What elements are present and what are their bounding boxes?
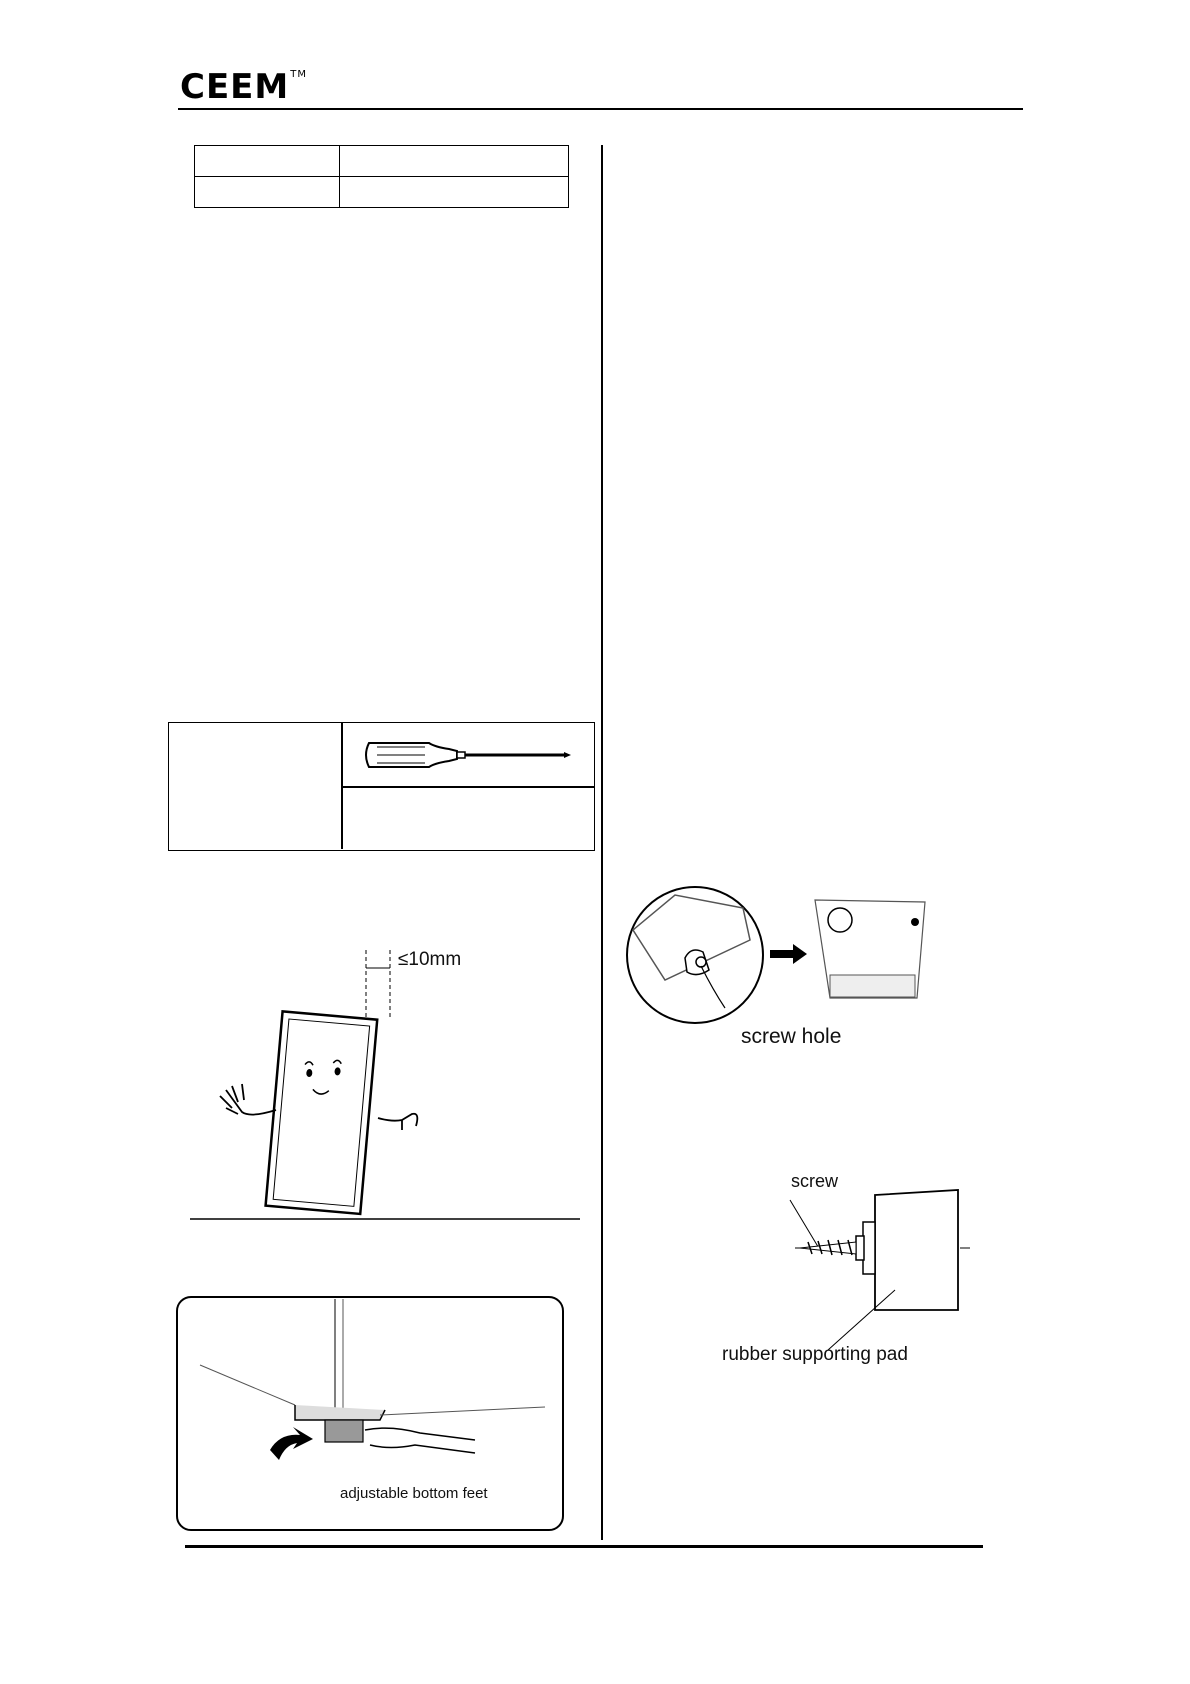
logo-text: CEEM <box>180 67 290 107</box>
brand-logo <box>180 67 307 107</box>
screw-hole-label: screw hole <box>741 1025 842 1048</box>
table-cell <box>340 146 569 177</box>
tilt-limit-label: ≤10mm <box>398 949 462 970</box>
footer-rule <box>185 1545 983 1548</box>
trademark-mark: TM <box>290 69 307 80</box>
tool-table <box>168 722 595 851</box>
column-divider <box>601 145 603 1540</box>
table-row <box>195 146 569 177</box>
tool-table-divider <box>341 786 594 788</box>
feet-label: adjustable bottom feet <box>340 1485 488 1502</box>
table-cell <box>340 177 569 208</box>
screw-label: screw <box>791 1171 839 1191</box>
table-cell <box>195 146 340 177</box>
header-rule <box>178 108 1023 110</box>
table-cell <box>195 177 340 208</box>
rubber-pad-label: rubber supporting pad <box>722 1344 908 1365</box>
fridge-tilt-illustration <box>180 940 590 1230</box>
table-row <box>195 177 569 208</box>
spec-table <box>194 145 569 208</box>
screw-pad-illustration <box>720 1170 980 1350</box>
screwdriver-icon <box>359 735 579 775</box>
